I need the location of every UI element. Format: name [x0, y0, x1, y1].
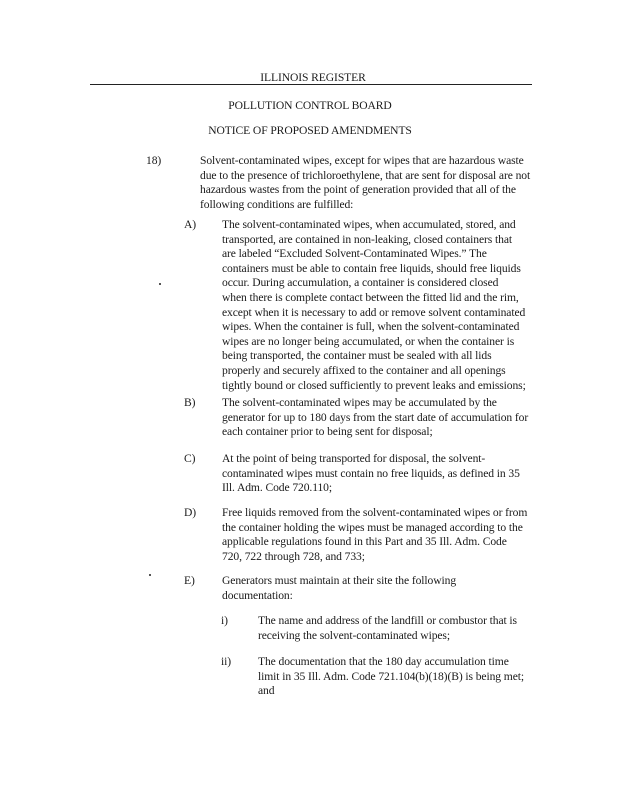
text-line: being transported, the container must be sealed with all lids — [222, 349, 492, 363]
text-line: occur. During accumulation, a container is considered closed — [222, 276, 499, 290]
text-line: following conditions are fulfilled: — [200, 197, 354, 211]
text-line: receiving the solvent-contaminated wipes; — [258, 628, 450, 642]
text-line: The solvent-contaminated wipes, when accumulated, stored, and — [222, 218, 516, 231]
text-line: transported, are contained in non-leaking, closed containers that — [222, 232, 513, 246]
scan-speck — [159, 283, 161, 285]
subsection-letter: A) — [184, 218, 197, 231]
text-line: Ill. Adm. Code 720.110; — [222, 481, 332, 495]
text-line: and — [258, 684, 275, 698]
subsection-c-text — [222, 452, 552, 496]
item-numeral: i) — [221, 614, 228, 627]
text-line: wipes are no longer being accumulated, or when the container is — [222, 334, 515, 348]
subsection-a-text — [222, 218, 552, 393]
text-line: The name and address of the landfill or combustor that is — [258, 614, 517, 627]
board-title: POLLUTION CONTROL BOARD — [228, 99, 392, 112]
subsection-letter: C) — [184, 452, 196, 465]
subsection-letter: D) — [184, 506, 197, 519]
header-rule — [90, 84, 532, 85]
text-line: hazardous wastes from the point of generation provided that all of the — [200, 183, 516, 197]
text-line: except when it is necessary to add or remove solvent contaminated — [222, 305, 526, 319]
text-line: properly and securely affixed to the container and all openings — [222, 363, 506, 377]
text-line: the container holding the wipes must be managed according to the — [222, 520, 523, 534]
text-line: due to the presence of trichloroethylene, that are sent for disposal are not — [200, 168, 531, 182]
item-ii-text — [258, 655, 548, 699]
text-line: when there is complete contact between the fitted lid and the rim, — [222, 290, 519, 304]
text-line: The solvent-contaminated wipes may be accumulated by the — [222, 396, 497, 409]
subsection-b-text — [222, 396, 552, 440]
text-line: Generators must maintain at their site the following — [222, 574, 457, 587]
text-line: generator for up to 180 days from the start date of accumulation for — [222, 410, 529, 424]
text-line: At the point of being transported for disposal, the solvent- — [222, 452, 486, 465]
item-numeral: ii) — [221, 655, 232, 668]
text-line: containers must be able to contain free liquids, should free liquids — [222, 261, 521, 275]
text-line: each container prior to being sent for disposal; — [222, 425, 433, 439]
text-line: Solvent-contaminated wipes, except for wipes that are hazardous waste — [200, 154, 524, 167]
text-line: documentation: — [222, 588, 293, 602]
text-line: wipes. When the container is full, when the solvent-contaminated — [222, 320, 520, 334]
text-line: Free liquids removed from the solvent-contaminated wipes or from — [222, 506, 528, 519]
subsection-e-text — [222, 574, 552, 603]
scan-speck — [149, 574, 151, 576]
text-line: are labeled “Excluded Solvent-Contaminated Wipes.” The — [222, 247, 487, 261]
item-number: 18) — [146, 154, 162, 167]
register-title: ILLINOIS REGISTER — [260, 71, 366, 84]
text-line: applicable regulations found in this Part and 35 Ill. Adm. Code — [222, 535, 507, 549]
text-line: contaminated wipes must contain no free liquids, as defined in 35 — [222, 466, 520, 480]
text-line: The documentation that the 180 day accumulation time — [258, 655, 509, 668]
item-18-text — [200, 154, 550, 212]
text-line: limit in 35 Ill. Adm. Code 721.104(b)(18)(B) is being met; — [258, 669, 524, 683]
subsection-letter: B) — [184, 396, 196, 409]
text-line: tightly bound or closed sufficiently to prevent leaks and emissions; — [222, 378, 526, 392]
subsection-d-text — [222, 506, 552, 564]
notice-title: NOTICE OF PROPOSED AMENDMENTS — [208, 124, 412, 137]
text-line: 720, 722 through 728, and 733; — [222, 549, 365, 563]
subsection-letter: E) — [184, 574, 195, 587]
item-i-text — [258, 614, 548, 643]
